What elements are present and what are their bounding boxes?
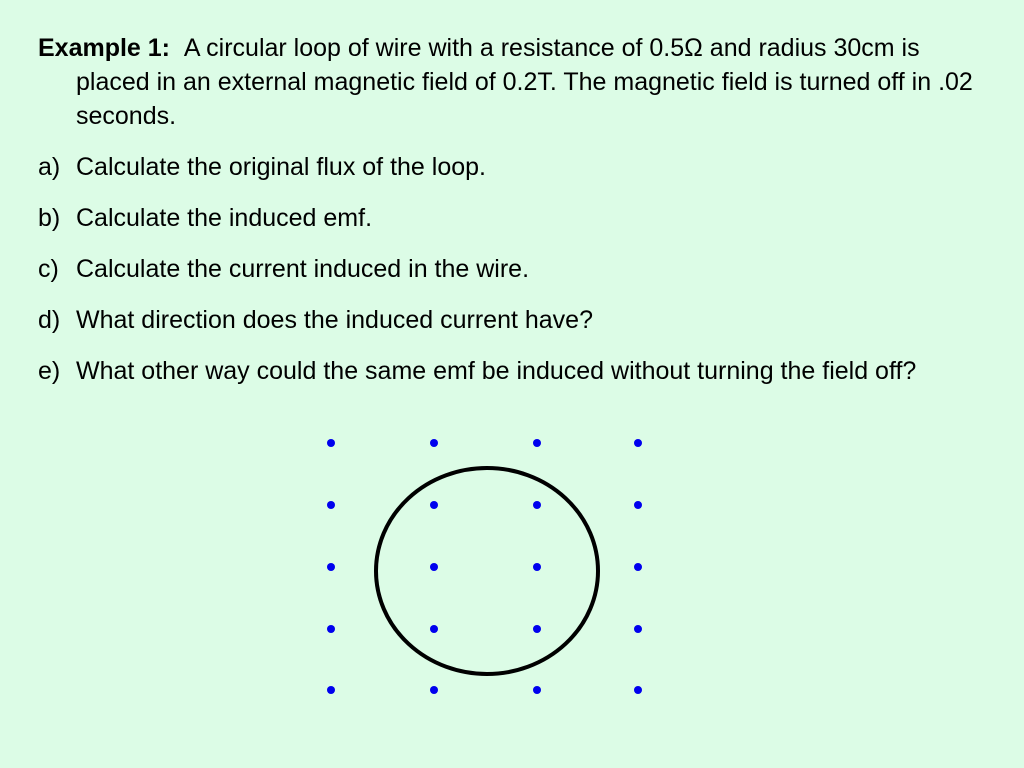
field-dot xyxy=(634,501,642,509)
field-dot xyxy=(533,563,541,571)
field-dot xyxy=(634,439,642,447)
field-dot xyxy=(430,501,438,509)
question-marker: e) xyxy=(38,357,61,385)
field-dot xyxy=(327,686,335,694)
example-label: Example 1: xyxy=(38,34,171,62)
wire-loop xyxy=(376,468,598,674)
field-dot xyxy=(327,439,335,447)
question-marker: b) xyxy=(38,204,61,232)
field-dot xyxy=(634,625,642,633)
field-dot xyxy=(327,501,335,509)
question-text: What direction does the induced current have? xyxy=(76,306,593,334)
example-text: A circular loop of wire with a resistance of 0.5Ω and radius 30cm is placed in an external magnetic field of 0.2T. The magnetic field is turned off in .02 seconds. xyxy=(76,34,973,130)
question-text: Calculate the induced emf. xyxy=(76,204,373,232)
question-text: Calculate the original flux of the loop. xyxy=(76,153,486,181)
field-dot xyxy=(634,563,642,571)
field-dot xyxy=(430,686,438,694)
field-dot xyxy=(634,686,642,694)
question-marker: d) xyxy=(38,306,61,334)
field-dot xyxy=(327,625,335,633)
field-dot xyxy=(533,501,541,509)
field-dot xyxy=(327,563,335,571)
field-dot xyxy=(533,625,541,633)
question-marker: c) xyxy=(38,255,59,283)
field-dot xyxy=(533,439,541,447)
question-text: Calculate the current induced in the wire. xyxy=(76,255,530,283)
field-dot xyxy=(430,563,438,571)
question-marker: a) xyxy=(38,153,61,181)
field-dot xyxy=(430,625,438,633)
field-dot xyxy=(533,686,541,694)
field-dot xyxy=(430,439,438,447)
question-text: What other way could the same emf be induced without turning the field off? xyxy=(76,357,917,385)
